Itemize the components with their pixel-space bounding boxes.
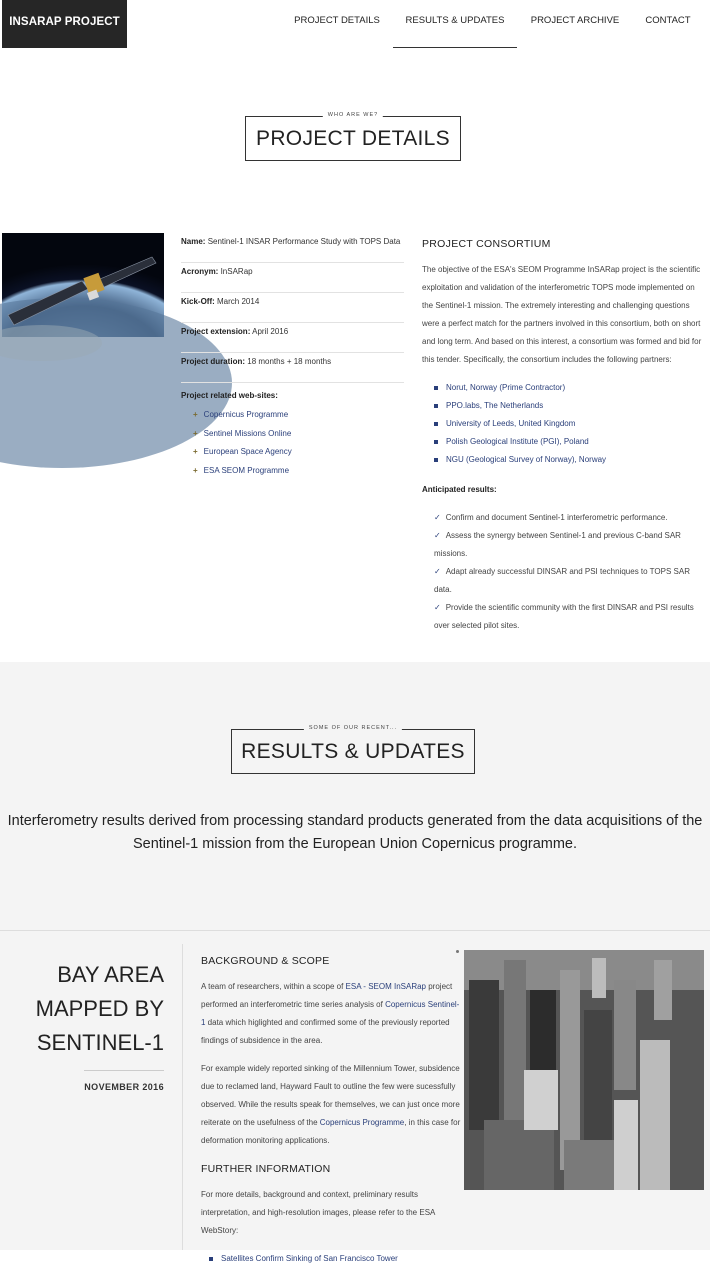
list-item	[434, 415, 704, 433]
who-are-we-kicker: WHO ARE WE?	[323, 112, 383, 118]
consortium-heading: PROJECT CONSORTIUM	[422, 238, 551, 250]
list-item	[193, 407, 404, 426]
list-item: ✓ Provide the scientific community with the first DINSAR and PSI results over selected pilot sites.	[434, 603, 694, 630]
consortium-intro: The objective of the ESA's SEOM Programme InSARap project is the scientific exploitation and validation of the interferometric TOPS mode implemented on the Sentinel-1 mission. The extremely interesting and challenging questions were a perfect match for the partners involved in this consortium, both on short and long term. And based on this interest, a consortium was formed and bid for this tender. Specifically, the consortium includes the following partners:	[422, 265, 702, 364]
partners-list	[434, 379, 704, 469]
link-copernicus-programme[interactable]: Copernicus Programme	[319, 1118, 405, 1127]
project-details-list	[181, 233, 404, 481]
detail-extension: Project extension: April 2016	[181, 323, 404, 353]
nav-contact[interactable]: CONTACT	[645, 15, 691, 26]
bullet-icon	[434, 440, 438, 444]
anticipated-label: Anticipated results:	[422, 485, 497, 494]
websites-label: Project related web-sites:	[181, 391, 278, 400]
nav-project-archive[interactable]: PROJECT ARCHIVE	[530, 15, 620, 26]
site-logo[interactable]: INSARAP PROJECT	[2, 0, 127, 48]
list-item	[434, 397, 704, 415]
divider	[182, 944, 183, 1250]
partner-link[interactable]: University of Leeds, United Kingdom	[446, 419, 576, 428]
list-item: ✓ Adapt already successful DINSAR and PSI techniques to TOPS SAR data.	[434, 567, 690, 594]
list-item	[193, 444, 404, 463]
further-links	[209, 1250, 463, 1268]
list-item: ✓ Confirm and document Sentinel-1 interferometric performance.	[434, 513, 668, 522]
further-text: For more details, background and context, preliminary results interpretation, and high-resolution images, please refer to the ESA WebStory:	[201, 1190, 435, 1235]
bullet-icon	[434, 386, 438, 390]
detail-name: Name: Sentinel-1 INSAR Performance Study with TOPS Data	[181, 233, 404, 263]
detail-kickoff: Kick-Off: March 2014	[181, 293, 404, 323]
list-item	[193, 463, 404, 482]
plus-icon: +	[193, 465, 198, 475]
bullet-icon	[434, 404, 438, 408]
background-heading: BACKGROUND & SCOPE	[201, 955, 330, 967]
list-item: ✓ Assess the synergy between Sentinel-1 and previous C-band SAR missions.	[434, 531, 681, 558]
link-esa[interactable]: European Space Agency	[203, 447, 292, 456]
check-icon: ✓	[434, 567, 441, 576]
bullet-icon	[434, 458, 438, 462]
link-esa-seom[interactable]: ESA SEOM Programme	[203, 465, 290, 475]
link-copernicus-programme[interactable]: Copernicus Programme	[203, 410, 289, 419]
detail-acronym: Acronym: InSARap	[181, 263, 404, 293]
partner-link[interactable]: Polish Geological Institute (PGI), Poland	[446, 437, 589, 446]
check-icon: ✓	[434, 513, 441, 522]
story-paragraph-2: For example widely reported sinking of the Millennium Tower, subsidence due to reclamed land, Hayward Fault to outline the few were sucessfully observed. While the results speak for themselves, we can just once more reiterate on the usefulness of the Copernicus Programme, in this case for deformation monitoring applications.	[201, 1064, 461, 1145]
plus-icon: +	[193, 410, 198, 419]
list-item	[209, 1250, 463, 1268]
link-copernicus-sentinel-1[interactable]: Copernicus Sentinel-1	[201, 1000, 460, 1027]
list-item	[434, 379, 704, 397]
detail-duration: Project duration: 18 months + 18 months	[181, 353, 404, 383]
partner-link[interactable]: Norut, Norway (Prime Contractor)	[446, 383, 566, 392]
plus-icon: +	[193, 447, 198, 456]
results-updates-title: RESULTS & UPDATES	[231, 729, 475, 774]
further-heading: FURTHER INFORMATION	[201, 1163, 331, 1175]
bullet-icon	[209, 1257, 213, 1261]
city-aerial-image	[464, 950, 704, 1190]
story-date: NOVEMBER 2016	[84, 1082, 164, 1092]
divider	[84, 1070, 164, 1071]
results-section	[0, 662, 710, 930]
partner-link[interactable]: PPO.labs, The Netherlands	[446, 401, 544, 410]
list-item	[193, 426, 404, 445]
link-esa-webstory[interactable]: Satellites Confirm Sinking of San Francisco Tower	[221, 1254, 398, 1263]
top-navigation	[0, 0, 710, 48]
link-sentinel-missions[interactable]: Sentinel Missions Online	[203, 428, 292, 438]
results-intro: Interferometry results derived from processing standard products generated from the data acquisitions of the Sentinel-1 mission from the European Union Copernicus programme.	[7, 813, 703, 852]
some-of-our-recent-kicker: SOME OF OUR RECENT...	[304, 725, 402, 731]
satellite-image	[2, 233, 164, 337]
project-consortium	[422, 233, 704, 635]
link-esa-seom-insarap[interactable]: ESA - SEOM InSARap	[345, 982, 426, 991]
project-details-title: PROJECT DETAILS	[245, 116, 461, 161]
bullet-icon	[434, 422, 438, 426]
dot-icon	[456, 950, 459, 953]
anticipated-list	[434, 509, 704, 635]
plus-icon: +	[193, 428, 198, 438]
check-icon: ✓	[434, 603, 441, 612]
story-paragraph-1: A team of researchers, within a scope of ESA - SEOM InSARap project performed an interferometric time series analysis of Copernicus Sentinel-1 data which higlighted and confirmed some of the previously reported findings of subsidence in the area.	[201, 982, 460, 1045]
story-title: BAY AREA MAPPED BY SENTINEL-1	[35, 962, 164, 1055]
story-body	[201, 952, 463, 1268]
list-item	[434, 433, 704, 451]
list-item	[434, 451, 704, 469]
check-icon: ✓	[434, 531, 441, 540]
partner-link[interactable]: NGU (Geological Survey of Norway), Norway	[446, 455, 607, 464]
nav-project-details[interactable]: PROJECT DETAILS	[294, 15, 380, 26]
nav-results-updates[interactable]: RESULTS & UPDATES	[393, 0, 517, 48]
websites-list	[193, 407, 404, 481]
